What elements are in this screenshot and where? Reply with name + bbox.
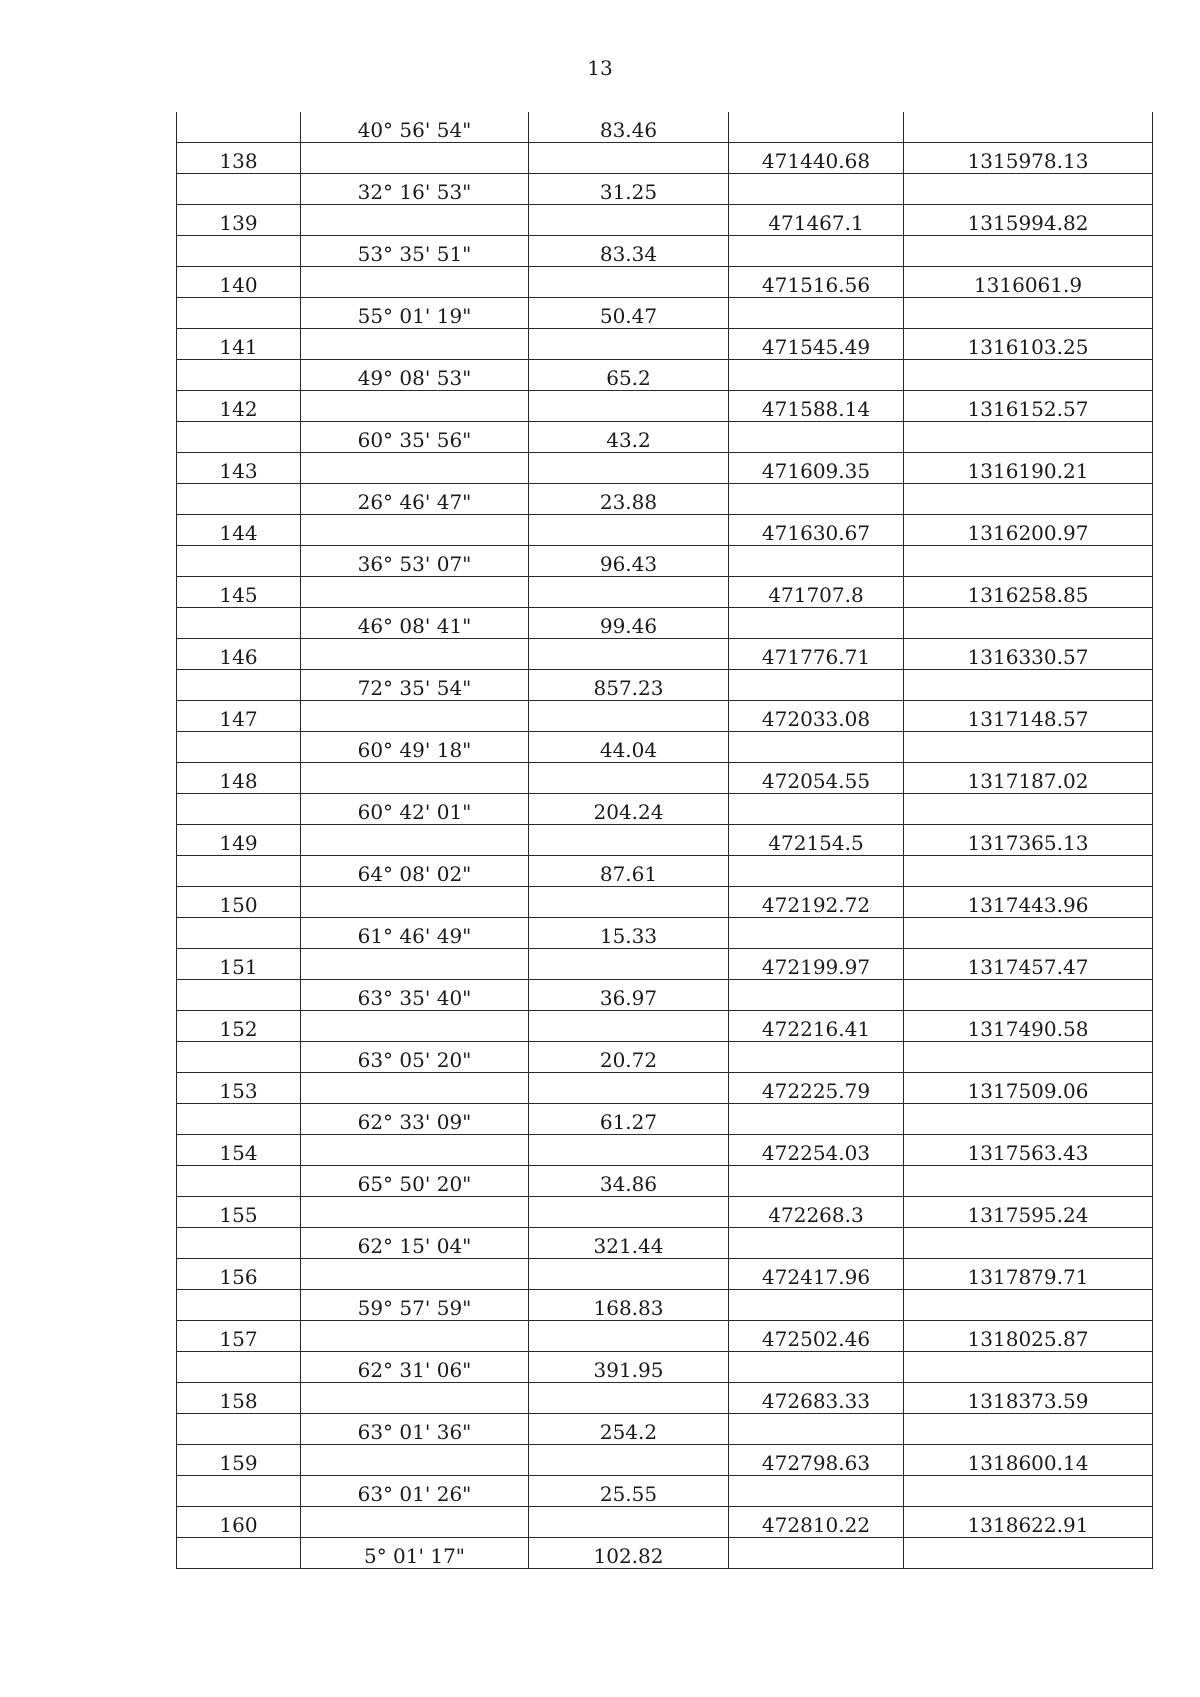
distance-cell — [529, 949, 729, 980]
distance-cell: 20.72 — [529, 1042, 729, 1073]
y-cell — [904, 1290, 1153, 1321]
segment-row — [177, 980, 1153, 1011]
x-cell — [729, 1290, 904, 1321]
distance-cell — [529, 1383, 729, 1414]
bearing-cell: 62° 31' 06" — [301, 1352, 529, 1383]
bearing-cell: 26° 46' 47" — [301, 484, 529, 515]
point-cell — [177, 1042, 301, 1073]
segment-row — [177, 608, 1153, 639]
bearing-cell — [301, 1197, 529, 1228]
distance-cell — [529, 701, 729, 732]
segment-row — [177, 360, 1153, 391]
segment-row — [177, 236, 1153, 267]
distance-cell: 204.24 — [529, 794, 729, 825]
bearing-cell: 55° 01' 19" — [301, 298, 529, 329]
y-cell — [904, 112, 1153, 143]
distance-cell — [529, 763, 729, 794]
x-cell — [729, 670, 904, 701]
distance-cell — [529, 1507, 729, 1538]
y-cell: 1317443.96 — [904, 887, 1153, 918]
coordinates-table — [176, 112, 1153, 1569]
x-cell: 472154.5 — [729, 825, 904, 856]
y-cell — [904, 174, 1153, 205]
point-cell: 154 — [177, 1135, 301, 1166]
distance-cell: 25.55 — [529, 1476, 729, 1507]
y-cell — [904, 298, 1153, 329]
y-cell: 1317365.13 — [904, 825, 1153, 856]
distance-cell: 321.44 — [529, 1228, 729, 1259]
bearing-cell — [301, 515, 529, 546]
segment-row — [177, 918, 1153, 949]
segment-row — [177, 1476, 1153, 1507]
distance-cell — [529, 1011, 729, 1042]
bearing-cell — [301, 1383, 529, 1414]
bearing-cell: 63° 05' 20" — [301, 1042, 529, 1073]
distance-cell: 99.46 — [529, 608, 729, 639]
point-row — [177, 1445, 1153, 1476]
distance-cell: 50.47 — [529, 298, 729, 329]
x-cell: 472268.3 — [729, 1197, 904, 1228]
distance-cell: 31.25 — [529, 174, 729, 205]
point-cell — [177, 1166, 301, 1197]
point-row — [177, 949, 1153, 980]
x-cell — [729, 794, 904, 825]
segment-row — [177, 1166, 1153, 1197]
point-cell: 144 — [177, 515, 301, 546]
distance-cell: 254.2 — [529, 1414, 729, 1445]
y-cell — [904, 732, 1153, 763]
bearing-cell: 61° 46' 49" — [301, 918, 529, 949]
distance-cell: 65.2 — [529, 360, 729, 391]
segment-row — [177, 546, 1153, 577]
bearing-cell: 63° 01' 26" — [301, 1476, 529, 1507]
x-cell — [729, 1042, 904, 1073]
point-cell — [177, 608, 301, 639]
bearing-cell: 49° 08' 53" — [301, 360, 529, 391]
y-cell: 1318373.59 — [904, 1383, 1153, 1414]
x-cell — [729, 360, 904, 391]
point-cell: 159 — [177, 1445, 301, 1476]
point-cell: 147 — [177, 701, 301, 732]
y-cell — [904, 546, 1153, 577]
bearing-cell: 64° 08' 02" — [301, 856, 529, 887]
y-cell — [904, 1476, 1153, 1507]
distance-cell: 61.27 — [529, 1104, 729, 1135]
distance-cell — [529, 1445, 729, 1476]
point-row — [177, 205, 1153, 236]
segment-row — [177, 670, 1153, 701]
point-row — [177, 329, 1153, 360]
bearing-cell — [301, 205, 529, 236]
bearing-cell: 60° 35' 56" — [301, 422, 529, 453]
distance-cell: 83.34 — [529, 236, 729, 267]
y-cell — [904, 608, 1153, 639]
point-cell: 148 — [177, 763, 301, 794]
y-cell — [904, 1538, 1153, 1569]
point-row — [177, 577, 1153, 608]
segment-row — [177, 112, 1153, 143]
bearing-cell — [301, 887, 529, 918]
bearing-cell: 5° 01' 17" — [301, 1538, 529, 1569]
x-cell — [729, 1538, 904, 1569]
y-cell: 1316103.25 — [904, 329, 1153, 360]
y-cell — [904, 422, 1153, 453]
point-row — [177, 1135, 1153, 1166]
segment-row — [177, 794, 1153, 825]
x-cell: 472225.79 — [729, 1073, 904, 1104]
distance-cell: 83.46 — [529, 112, 729, 143]
y-cell: 1316330.57 — [904, 639, 1153, 670]
x-cell — [729, 1476, 904, 1507]
bearing-cell — [301, 577, 529, 608]
point-cell: 160 — [177, 1507, 301, 1538]
x-cell: 472254.03 — [729, 1135, 904, 1166]
point-row — [177, 1073, 1153, 1104]
point-cell: 143 — [177, 453, 301, 484]
y-cell: 1317509.06 — [904, 1073, 1153, 1104]
point-cell — [177, 732, 301, 763]
point-row — [177, 391, 1153, 422]
page-number: 13 — [587, 56, 613, 80]
x-cell — [729, 484, 904, 515]
point-cell — [177, 298, 301, 329]
y-cell — [904, 360, 1153, 391]
segment-row — [177, 484, 1153, 515]
y-cell: 1315978.13 — [904, 143, 1153, 174]
x-cell: 471630.67 — [729, 515, 904, 546]
segment-row — [177, 298, 1153, 329]
distance-cell — [529, 453, 729, 484]
point-cell: 153 — [177, 1073, 301, 1104]
point-cell: 146 — [177, 639, 301, 670]
y-cell: 1316190.21 — [904, 453, 1153, 484]
point-cell: 157 — [177, 1321, 301, 1352]
y-cell: 1316061.9 — [904, 267, 1153, 298]
point-cell — [177, 1538, 301, 1569]
point-row — [177, 453, 1153, 484]
point-row — [177, 1011, 1153, 1042]
point-row — [177, 1507, 1153, 1538]
y-cell: 1315994.82 — [904, 205, 1153, 236]
point-cell: 155 — [177, 1197, 301, 1228]
bearing-cell: 60° 49' 18" — [301, 732, 529, 763]
bearing-cell: 46° 08' 41" — [301, 608, 529, 639]
bearing-cell — [301, 391, 529, 422]
point-row — [177, 1321, 1153, 1352]
segment-row — [177, 1290, 1153, 1321]
distance-cell: 391.95 — [529, 1352, 729, 1383]
y-cell: 1317187.02 — [904, 763, 1153, 794]
x-cell: 472502.46 — [729, 1321, 904, 1352]
distance-cell — [529, 267, 729, 298]
distance-cell — [529, 1197, 729, 1228]
point-cell: 141 — [177, 329, 301, 360]
x-cell — [729, 1228, 904, 1259]
point-cell: 150 — [177, 887, 301, 918]
segment-row — [177, 174, 1153, 205]
x-cell: 472216.41 — [729, 1011, 904, 1042]
bearing-cell — [301, 949, 529, 980]
segment-row — [177, 1538, 1153, 1569]
y-cell: 1318025.87 — [904, 1321, 1153, 1352]
y-cell — [904, 918, 1153, 949]
x-cell — [729, 608, 904, 639]
distance-cell — [529, 639, 729, 670]
y-cell: 1318622.91 — [904, 1507, 1153, 1538]
distance-cell: 102.82 — [529, 1538, 729, 1569]
point-cell — [177, 112, 301, 143]
point-cell: 142 — [177, 391, 301, 422]
point-cell — [177, 1352, 301, 1383]
y-cell — [904, 1352, 1153, 1383]
point-cell — [177, 1104, 301, 1135]
x-cell: 472192.72 — [729, 887, 904, 918]
point-row — [177, 701, 1153, 732]
x-cell: 472798.63 — [729, 1445, 904, 1476]
distance-cell — [529, 1321, 729, 1352]
point-cell — [177, 174, 301, 205]
bearing-cell — [301, 825, 529, 856]
y-cell: 1316200.97 — [904, 515, 1153, 546]
bearing-cell: 62° 33' 09" — [301, 1104, 529, 1135]
x-cell — [729, 1166, 904, 1197]
point-row — [177, 1383, 1153, 1414]
bearing-cell: 36° 53' 07" — [301, 546, 529, 577]
point-cell — [177, 1414, 301, 1445]
x-cell: 471440.68 — [729, 143, 904, 174]
bearing-cell — [301, 701, 529, 732]
x-cell — [729, 422, 904, 453]
y-cell — [904, 484, 1153, 515]
y-cell — [904, 1166, 1153, 1197]
x-cell: 472199.97 — [729, 949, 904, 980]
distance-cell — [529, 515, 729, 546]
point-row — [177, 887, 1153, 918]
y-cell: 1317457.47 — [904, 949, 1153, 980]
distance-cell — [529, 205, 729, 236]
point-cell: 152 — [177, 1011, 301, 1042]
x-cell: 471588.14 — [729, 391, 904, 422]
y-cell — [904, 1042, 1153, 1073]
point-cell: 140 — [177, 267, 301, 298]
distance-cell: 23.88 — [529, 484, 729, 515]
point-cell — [177, 484, 301, 515]
x-cell — [729, 918, 904, 949]
point-cell: 149 — [177, 825, 301, 856]
x-cell: 471609.35 — [729, 453, 904, 484]
y-cell: 1317879.71 — [904, 1259, 1153, 1290]
distance-cell — [529, 329, 729, 360]
point-cell: 158 — [177, 1383, 301, 1414]
distance-cell: 44.04 — [529, 732, 729, 763]
point-cell — [177, 918, 301, 949]
segment-row — [177, 1042, 1153, 1073]
point-cell: 156 — [177, 1259, 301, 1290]
bearing-cell — [301, 453, 529, 484]
bearing-cell — [301, 1135, 529, 1166]
point-cell — [177, 236, 301, 267]
x-cell: 472810.22 — [729, 1507, 904, 1538]
point-row — [177, 1259, 1153, 1290]
x-cell: 472033.08 — [729, 701, 904, 732]
distance-cell: 15.33 — [529, 918, 729, 949]
distance-cell — [529, 1073, 729, 1104]
x-cell — [729, 298, 904, 329]
point-cell — [177, 794, 301, 825]
point-cell: 139 — [177, 205, 301, 236]
x-cell: 471707.8 — [729, 577, 904, 608]
point-cell — [177, 546, 301, 577]
bearing-cell: 53° 35' 51" — [301, 236, 529, 267]
bearing-cell — [301, 1259, 529, 1290]
bearing-cell — [301, 143, 529, 174]
segment-row — [177, 856, 1153, 887]
distance-cell — [529, 887, 729, 918]
point-cell — [177, 1228, 301, 1259]
bearing-cell: 65° 50' 20" — [301, 1166, 529, 1197]
y-cell: 1316258.85 — [904, 577, 1153, 608]
distance-cell: 43.2 — [529, 422, 729, 453]
point-cell — [177, 1290, 301, 1321]
point-cell — [177, 980, 301, 1011]
x-cell — [729, 980, 904, 1011]
distance-cell: 96.43 — [529, 546, 729, 577]
x-cell: 471776.71 — [729, 639, 904, 670]
x-cell — [729, 546, 904, 577]
y-cell: 1317148.57 — [904, 701, 1153, 732]
distance-cell — [529, 1259, 729, 1290]
y-cell: 1316152.57 — [904, 391, 1153, 422]
point-cell — [177, 1476, 301, 1507]
bearing-cell: 72° 35' 54" — [301, 670, 529, 701]
y-cell: 1318600.14 — [904, 1445, 1153, 1476]
point-row — [177, 763, 1153, 794]
segment-row — [177, 732, 1153, 763]
bearing-cell — [301, 1011, 529, 1042]
x-cell: 472417.96 — [729, 1259, 904, 1290]
distance-cell: 857.23 — [529, 670, 729, 701]
distance-cell — [529, 143, 729, 174]
y-cell — [904, 1414, 1153, 1445]
distance-cell — [529, 577, 729, 608]
y-cell: 1317563.43 — [904, 1135, 1153, 1166]
y-cell — [904, 794, 1153, 825]
point-row — [177, 515, 1153, 546]
bearing-cell: 63° 35' 40" — [301, 980, 529, 1011]
x-cell — [729, 1352, 904, 1383]
y-cell: 1317595.24 — [904, 1197, 1153, 1228]
segment-row — [177, 1228, 1153, 1259]
x-cell: 472054.55 — [729, 763, 904, 794]
y-cell — [904, 1104, 1153, 1135]
point-row — [177, 639, 1153, 670]
segment-row — [177, 1414, 1153, 1445]
bearing-cell — [301, 1507, 529, 1538]
bearing-cell — [301, 1073, 529, 1104]
bearing-cell — [301, 329, 529, 360]
x-cell — [729, 174, 904, 205]
y-cell — [904, 980, 1153, 1011]
point-row — [177, 143, 1153, 174]
bearing-cell: 63° 01' 36" — [301, 1414, 529, 1445]
distance-cell — [529, 825, 729, 856]
point-cell — [177, 360, 301, 391]
point-row — [177, 825, 1153, 856]
x-cell — [729, 1104, 904, 1135]
distance-cell: 87.61 — [529, 856, 729, 887]
x-cell: 472683.33 — [729, 1383, 904, 1414]
point-cell — [177, 856, 301, 887]
bearing-cell — [301, 763, 529, 794]
distance-cell: 168.83 — [529, 1290, 729, 1321]
point-cell — [177, 670, 301, 701]
y-cell — [904, 236, 1153, 267]
point-cell: 145 — [177, 577, 301, 608]
bearing-cell: 60° 42' 01" — [301, 794, 529, 825]
x-cell — [729, 112, 904, 143]
point-cell: 151 — [177, 949, 301, 980]
x-cell — [729, 856, 904, 887]
x-cell — [729, 732, 904, 763]
point-row — [177, 1197, 1153, 1228]
bearing-cell — [301, 639, 529, 670]
x-cell: 471516.56 — [729, 267, 904, 298]
x-cell — [729, 1414, 904, 1445]
y-cell — [904, 670, 1153, 701]
segment-row — [177, 1352, 1153, 1383]
segment-row — [177, 1104, 1153, 1135]
point-cell: 138 — [177, 143, 301, 174]
x-cell — [729, 236, 904, 267]
x-cell: 471545.49 — [729, 329, 904, 360]
distance-cell — [529, 391, 729, 422]
distance-cell — [529, 1135, 729, 1166]
bearing-cell — [301, 1321, 529, 1352]
y-cell — [904, 856, 1153, 887]
y-cell — [904, 1228, 1153, 1259]
bearing-cell: 32° 16' 53" — [301, 174, 529, 205]
x-cell: 471467.1 — [729, 205, 904, 236]
segment-row — [177, 422, 1153, 453]
y-cell: 1317490.58 — [904, 1011, 1153, 1042]
distance-cell: 34.86 — [529, 1166, 729, 1197]
distance-cell: 36.97 — [529, 980, 729, 1011]
bearing-cell — [301, 267, 529, 298]
bearing-cell: 62° 15' 04" — [301, 1228, 529, 1259]
bearing-cell: 59° 57' 59" — [301, 1290, 529, 1321]
point-cell — [177, 422, 301, 453]
bearing-cell — [301, 1445, 529, 1476]
bearing-cell: 40° 56' 54" — [301, 112, 529, 143]
point-row — [177, 267, 1153, 298]
